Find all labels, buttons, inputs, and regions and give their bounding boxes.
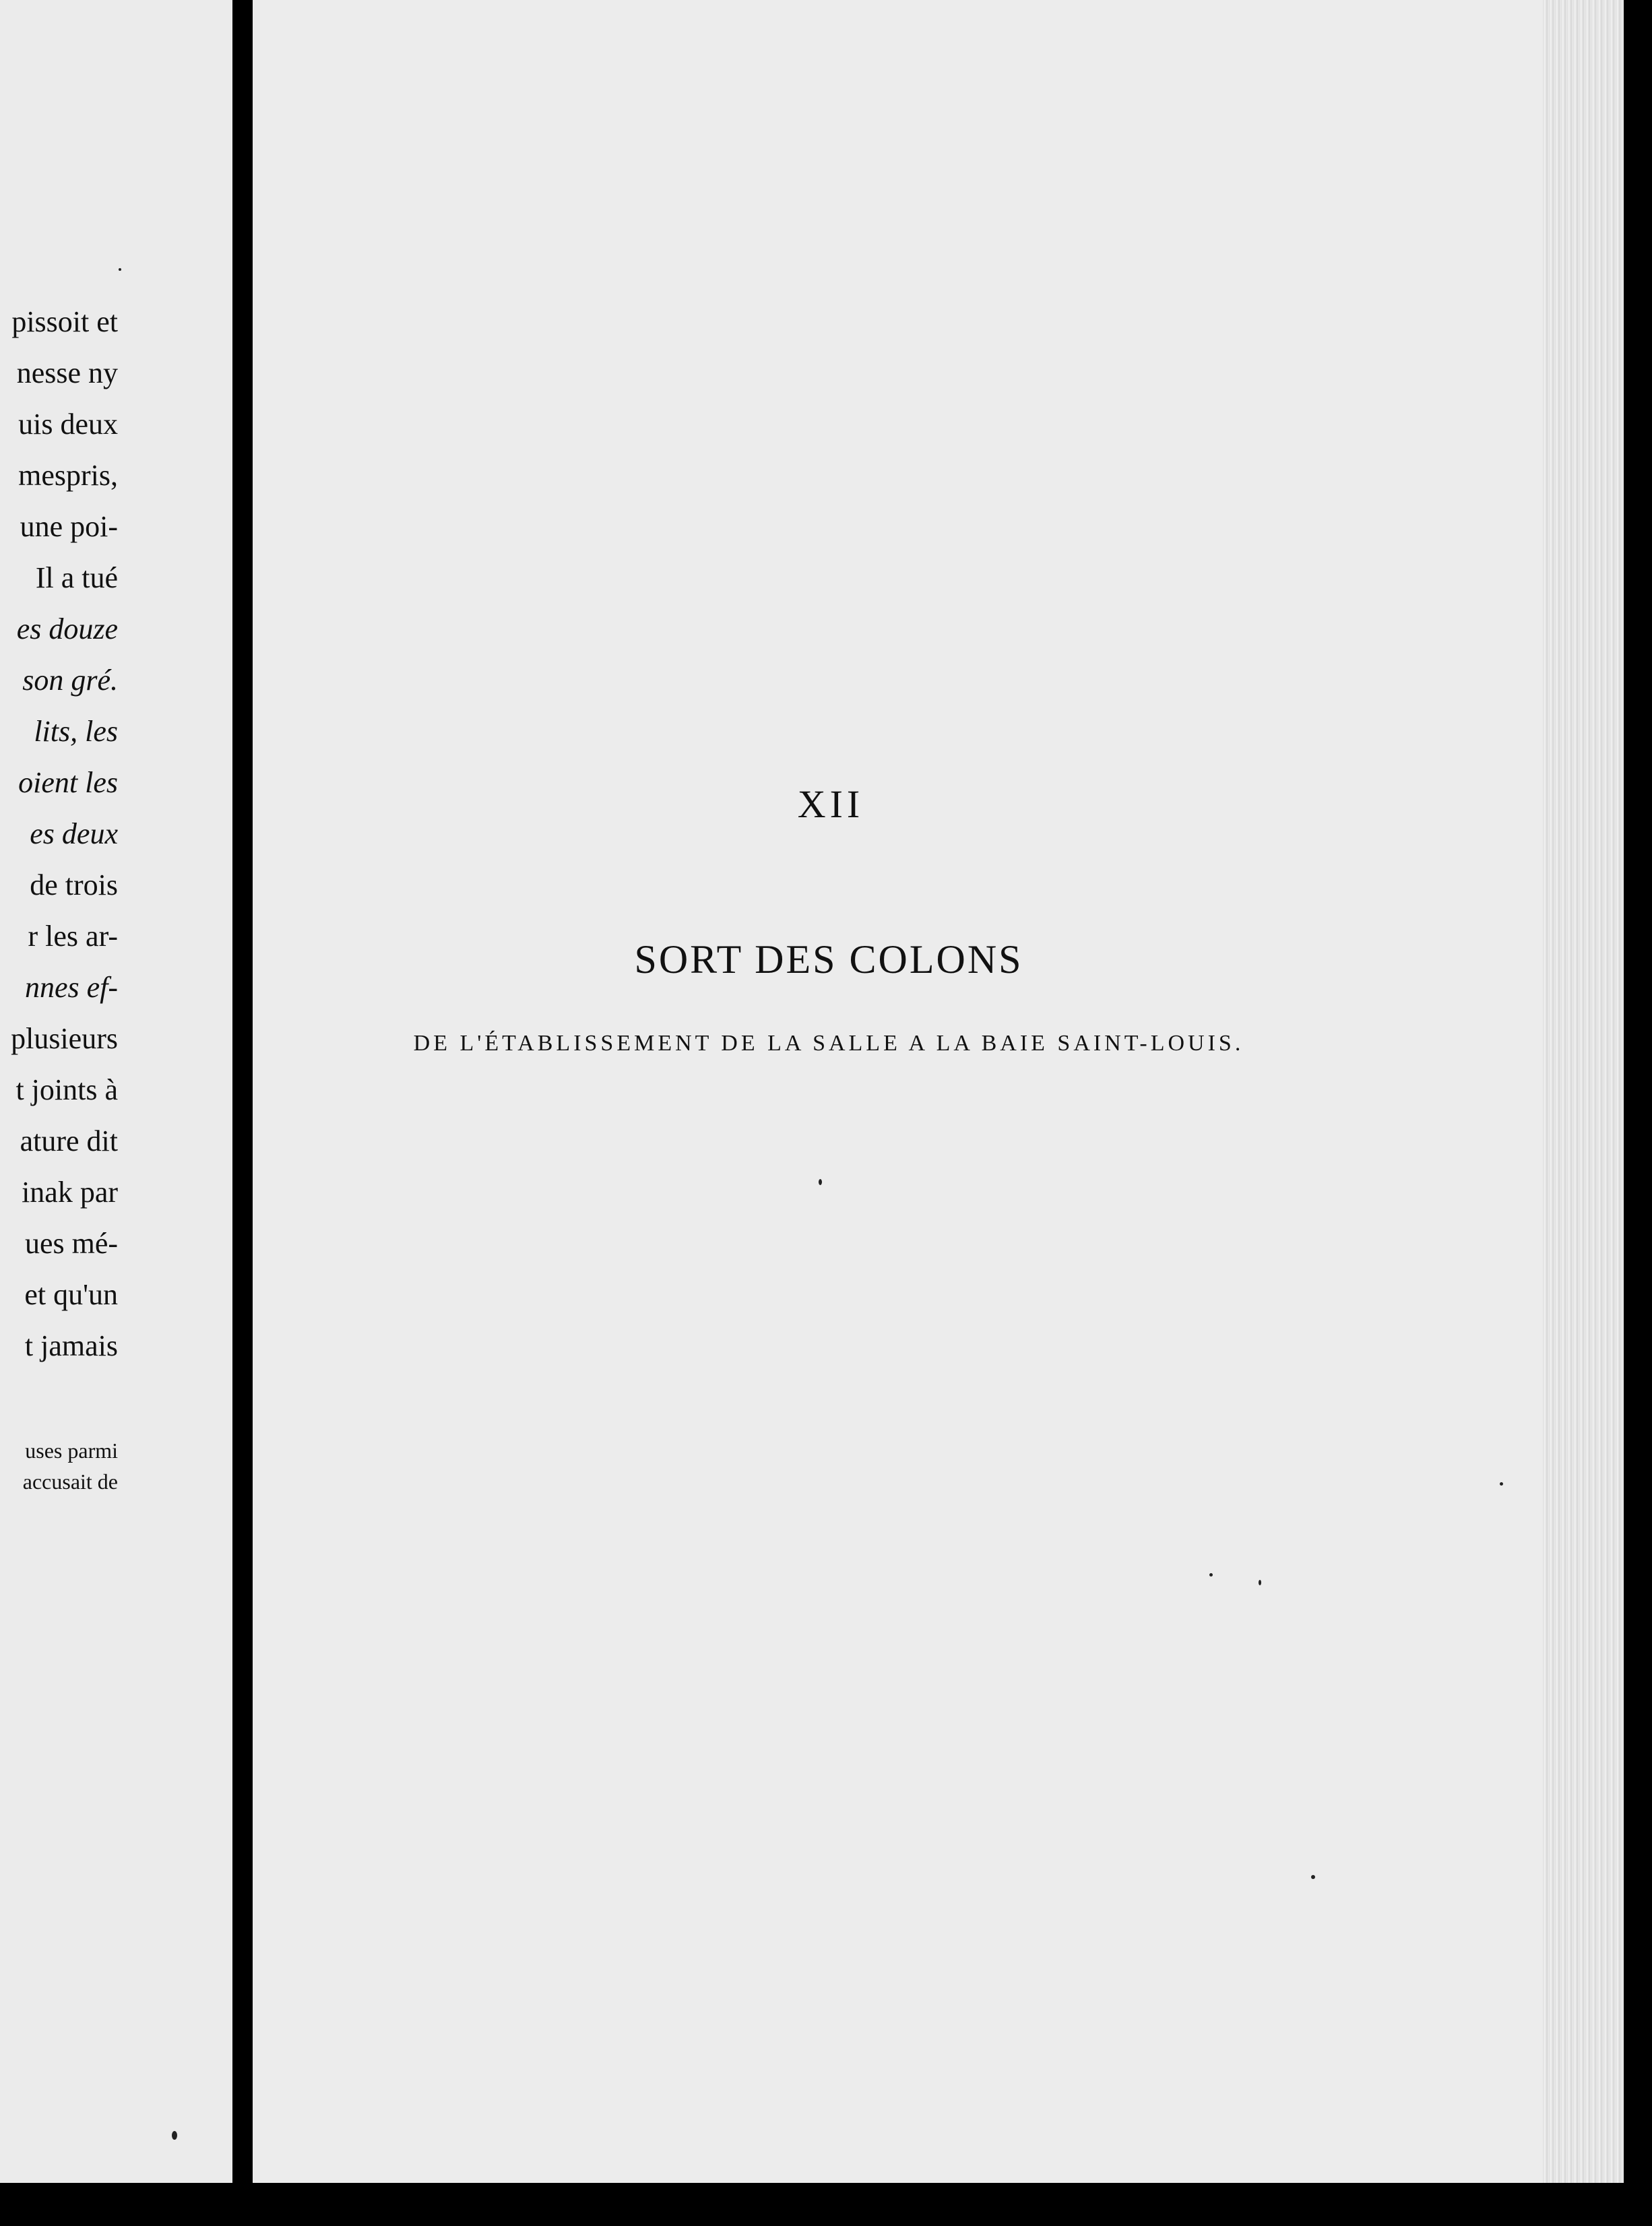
left-page-line: et qu'un [24, 1278, 118, 1311]
left-page-line: plusieurs [11, 1022, 118, 1055]
page-edges [1543, 0, 1624, 2186]
left-page-line: nesse ny [16, 356, 118, 389]
paper-speck [119, 268, 121, 271]
paper-speck [819, 1179, 822, 1185]
left-page-line-italic: es deux [30, 817, 118, 850]
binding-gutter [232, 0, 253, 2226]
footnote-line: uses parmi [25, 1438, 118, 1463]
chapter-subtitle: DE L'ÉTABLISSEMENT DE LA SALLE A LA BAIE SAINT-LOUIS. [413, 1031, 1244, 1056]
left-page-line-italic: son gré. [22, 664, 118, 697]
left-page-line: une poi- [20, 510, 118, 543]
left-page-line-italic: lits, les [34, 715, 118, 748]
paper-speck [1209, 1573, 1213, 1577]
left-page-line: ature dit [20, 1124, 118, 1157]
paper-speck [1311, 1875, 1315, 1879]
left-page-line-italic: es douze [16, 612, 118, 645]
paper-speck [1500, 1482, 1503, 1486]
chapter-number: XII [797, 782, 864, 826]
left-page-line: t joints à [15, 1073, 118, 1106]
left-page-line: uis deux [18, 408, 118, 441]
left-facing-page [0, 0, 232, 2183]
left-page-line: r les ar- [28, 920, 118, 953]
left-page-line: mespris, [18, 459, 118, 492]
left-page-footnote [23, 1435, 118, 1497]
left-page-line: de trois [30, 868, 118, 901]
scan-border-bottom [0, 2183, 1652, 2226]
scan-border-right [1624, 0, 1652, 2226]
left-page-line: inak par [22, 1176, 118, 1209]
chapter-title: SORT DES COLONS [634, 937, 1023, 982]
left-page-line-italic: oient les [18, 766, 118, 799]
paper-speck [1259, 1580, 1261, 1585]
paper-speck [172, 2131, 177, 2140]
footnote-line: accusait de [22, 1469, 118, 1494]
left-page-line: ues mé- [24, 1227, 118, 1260]
left-page-line-italic: nnes ef- [24, 971, 118, 1004]
left-page-line: Il a tué [35, 561, 118, 594]
left-page-text-block [11, 296, 118, 1372]
left-page-line: pissoit et [11, 305, 118, 338]
left-page-line: t jamais [24, 1329, 118, 1362]
right-page [253, 0, 1556, 2186]
